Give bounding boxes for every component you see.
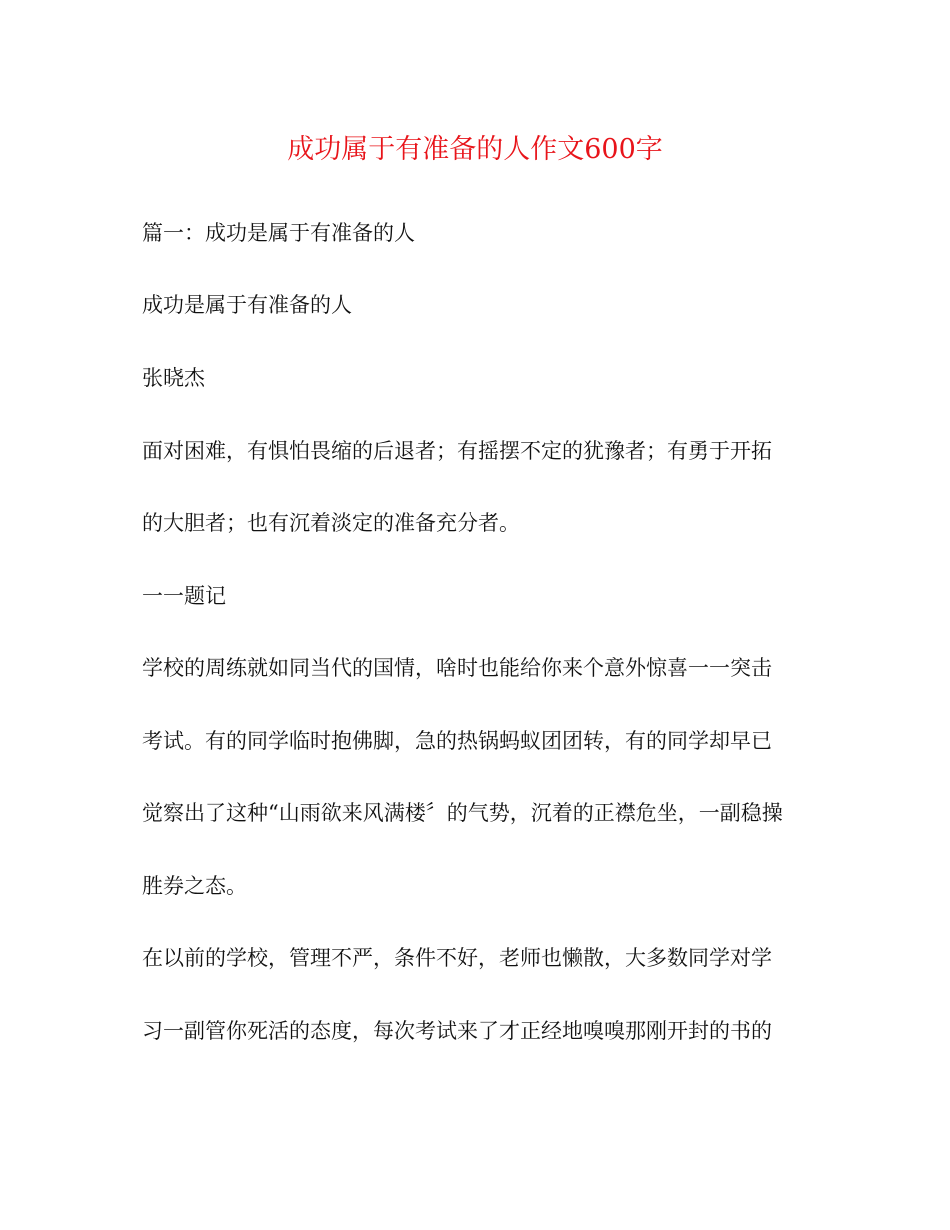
body-line: 考试。有的同学临时抱佛脚，急的热锅蚂蚁团团转，有的同学却早已 xyxy=(142,729,772,753)
body-line: 胜券之态。 xyxy=(142,874,247,898)
body-line: 的大胆者；也有沉着淡定的准备充分者。 xyxy=(142,511,520,535)
section-heading: 篇一：成功是属于有准备的人 xyxy=(142,221,415,245)
body-line: 面对困难，有惧怕畏缩的后退者；有摇摆不定的犹豫者；有勇于开拓 xyxy=(142,439,772,463)
author-name: 张晓杰 xyxy=(142,366,205,390)
document-title: 成功属于有准备的人作文600字 xyxy=(287,134,663,165)
body-line: 觉察出了这种“山雨欲来风满楼〞的气势，沉着的正襟危坐，一副稳操 xyxy=(142,801,783,825)
epigraph-attribution: 一一题记 xyxy=(142,584,226,608)
body-line: 在以前的学校，管理不严，条件不好，老师也懒散，大多数同学对学 xyxy=(142,946,772,970)
body-line: 习一副管你死活的态度，每次考试来了才正经地嗅嗅那刚开封的书的 xyxy=(142,1019,772,1043)
essay-title: 成功是属于有准备的人 xyxy=(142,293,352,317)
body-line: 学校的周练就如同当代的国情，啥时也能给你来个意外惊喜一一突击 xyxy=(142,656,772,680)
